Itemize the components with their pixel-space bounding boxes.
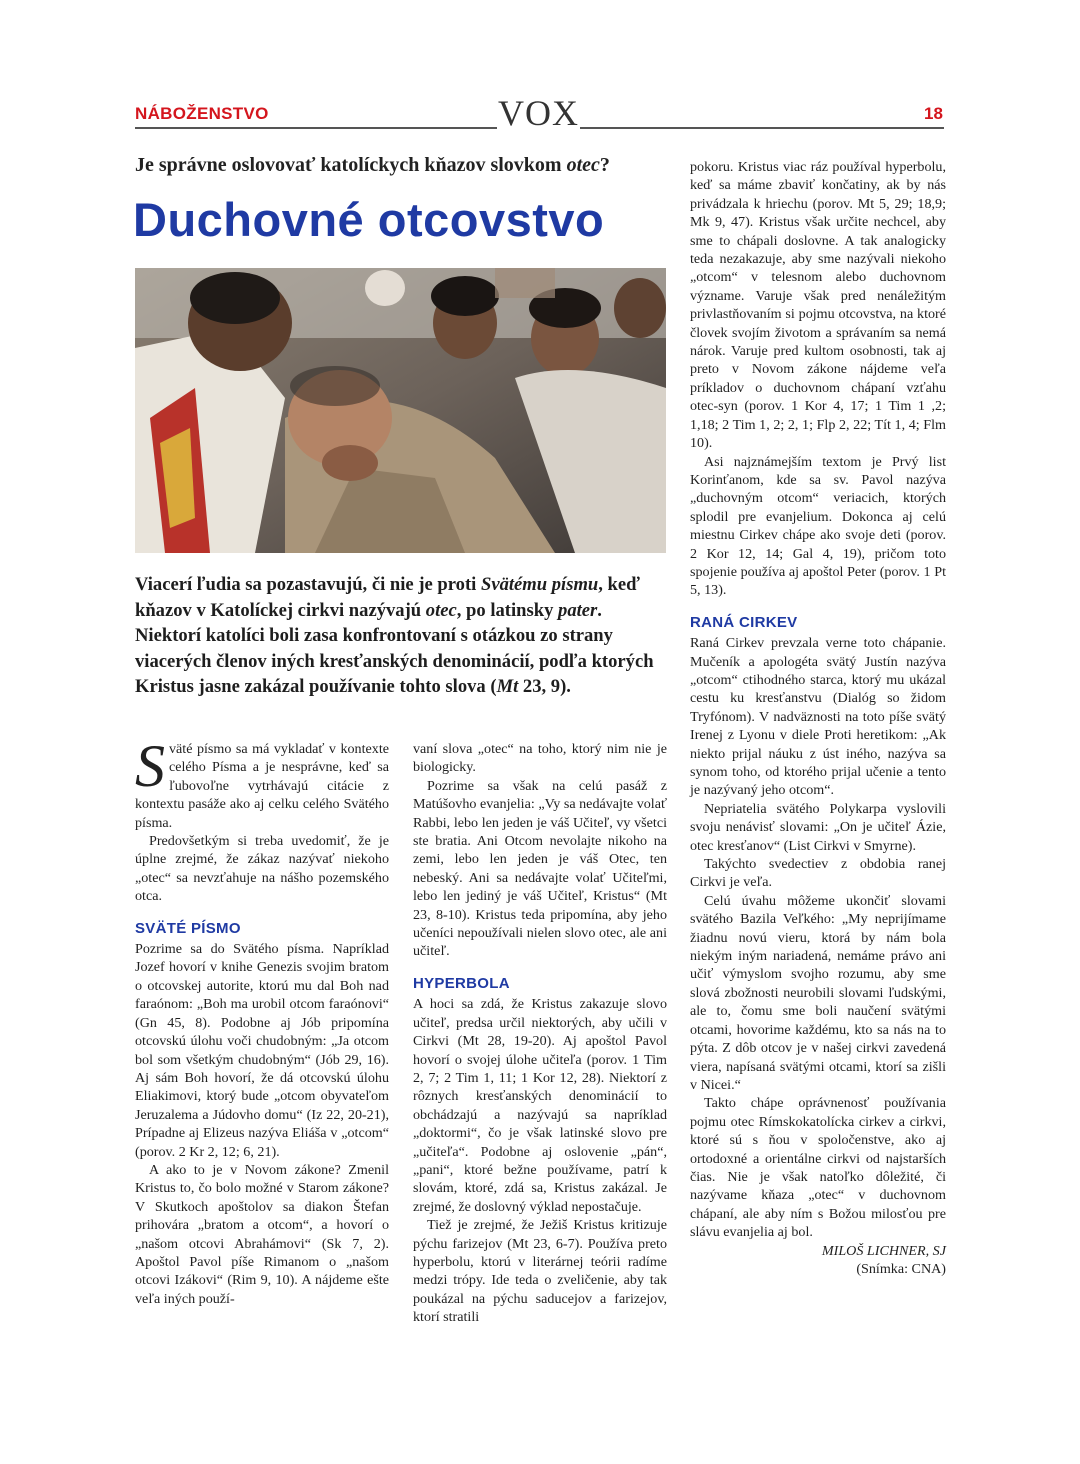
masthead-logo: VOX bbox=[498, 93, 579, 133]
paragraph: Tiež je zrejmé, že Ježiš Kristus kritizuje pýchu farizejov (Mt 23, 6-7). Používa preto hyperbolu, ktorú v literárnej teórii radíme medzi trópy. Ide teda o zveličenie, aby tak poukázal na pýchu saducejov a farizejov, ktorí stratili bbox=[413, 1217, 667, 1326]
photo-credit: (Snímka: CNA) bbox=[856, 1260, 946, 1277]
paragraph: A hoci sa zdá, že Kristus zakazuje slovo učiteľ, predsa určil niektorých, aby učili v Cirkvi (Mt 28, 19-20). Aj apoštol Pavol hovorí o svojej úlohe učiteľa (porov. 1 Tim 2, 7; 2 Tim 1, 11; 1 Kor 12, 28). Niektorí z rôznych kresťanských denominácií to obchádzajú a nazývajú sa napríklad „doktormi“, čo je však latinské slovo pre „učiteľa“. Podobne aj oslovenie „pán“, „pani“, ktoré bežne používame, patrí k slovám, ktoré, zdá sa, Kristus zakázal. Je zrejmé, že doslovný výklad nepostačuje. bbox=[413, 996, 667, 1215]
paragraph: Raná Cirkev prevzala verne toto chápanie. Mučeník a apologéta svätý Justín nazýva „otcom“ ctihodného starca, ktorý mu ukázal cestu ku kresťanstvu (Dialóg so židom Tryfónom). V nadväznosti na toto píše svätý Irenej z Lyonu v diele Proti heretikom: „Ak niekto prijal náuku z úst iného, nazýva sa synom toho, od ktorého prijal učenie a tento je nazývaný jeho otcom“. bbox=[690, 635, 946, 799]
lead-paragraph: Viacerí ľudia sa pozastavujú, či nie je proti Svätému písmu, keď kňazov v Katolíckej cirkvi nazývajú otec, po latinsky pater. Niektorí katolíci boli zasa konfrontovaní s otázkou zo strany viacerých členov iných kresťanských denominácií, podľa ktorých Kristus jasne zakázal používanie tohto slova (Mt 23, 9). bbox=[135, 574, 654, 697]
paragraph: Celú úvahu môžeme ukončiť slovami svätého Bazila Veľkého: „My neprijímame žiadnu novú vieru, ktorá by nám bola niekým iným nariadená, nemáme právo ani učiť výmyslom svojho rozumu, aby sme slová zbožnosti neurobili slovami ľudskými, ale to, čomu sme boli naučení svätými otcami, hovorime každému, kto sa nás na to pýta. Z dôb otcov je v našej cirkvi zavedená viera, napísaná svätými otcami, ktorí sa zišli v Nicei.“ bbox=[690, 892, 946, 1093]
article-column-1 bbox=[135, 733, 389, 1308]
article-column-3 bbox=[690, 158, 946, 1278]
paragraph: Pozrime sa do Svätého písma. Napríklad Jozef hovorí v knihe Genezis svojim bratom o otcovskej autorite, ktorú mu dal Boh nad faraónom: „Boh ma urobil otcom faraónovi“ (Gn 45, 8). Podobne aj Jób pripomína otcovskú úlohu voči chudobným: „Ja otcom bol som všetkým chudobným“ (Jób 29, 16). Aj sám Boh hovorí, že dá otcovskú úlohu Eliakimovi, ktorý bude „otcom obyvateľom Jeruzalema a Júdovho domu“ (Iz 22, 20-21), Prípadne aj Elizeus nazýva Eliáša v „otcom“ (porov. 2 Kr 2, 12; 6, 21). bbox=[135, 941, 389, 1160]
paragraph: pokoru. Kristus viac ráz používal hyperbolu, keď sa máme zbaviť končatiny, ak by nás privádzala k hriechu (porov. Mt 5, 29; 18,9; Mk 9, 47). Kristus však určite nechcel, aby sme to chápali doslovne. A tak analogicky teda nezakazuje, aby sme nazývali niekoho „otcom“ v telesnom alebo duchovnom význame. Varuje však pred nenáležitým privlastňovaním si pojmu otcovstva, na ktoré človek svojím životom a správaním sa nemá nárok. Varuje pred kultom osobnosti, tak aj preto v Novom zákone nájdeme veľa príkladov o duchovnom chápaní vzťahu otec-syn (porov. 1 Kor 4, 17; 1 Tim 1 ,2; 1,18; 2 Tim 1, 2; 2, 1; Flp 2, 22; Tít 1, 4; Flm 10). bbox=[690, 159, 946, 452]
paragraph: Asi najznámejším textom je Prvý list Korinťanom, kde sa sv. Pavol nazýva „duchovným otcom“ veriacich, ktorých splodil pre evanjelium. Dokonca aj celú miestnu Cirkev chápe ako svoje deti (porov. 2 Kor 12, 14; Gal 4, 19), pričom toto spojenie používa aj apoštol Peter (porov. 1 Pt 5, 13). bbox=[690, 453, 946, 599]
paragraph: A ako to je v Novom zákone? Zmenil Kristus to, čo bolo možné v Starom zákone? V Skutkoch apoštolov sa diakon Štefan prihovára „bratom a otcom“, a hovorí o „našom otcovi Abrahámovi“ (Sk 7, 2). Apoštol Pavol píše Rimanom o „našom otcovi Izákovi“ (Rim 9, 10). A nájdeme ešte veľa iných použí- bbox=[135, 1161, 389, 1307]
headline: Duchovné otcovstvo bbox=[133, 193, 605, 246]
page-number: 18 bbox=[924, 104, 943, 123]
subheading: RANÁ CIRKEV bbox=[690, 613, 798, 631]
article-column-2 bbox=[413, 740, 667, 1327]
subheading: SVÄTÉ PÍSMO bbox=[135, 919, 241, 937]
paragraph: Nepriatelia svätého Polykarpa vyslovili svoju nenávisť slovami: „On je učiteľ Ázie, otec kresťanov“ (List Cirkvi v Smyrne). bbox=[690, 800, 946, 854]
header-rule-right bbox=[580, 127, 944, 129]
kicker: Je správne oslovovať katolíckych kňazov slovkom otec? bbox=[135, 154, 610, 176]
paragraph: Pozrime sa však na celú pasáž z Matúšovho evanjelia: „Vy sa nedávajte volať Rabbi, lebo len jeden je váš Učiteľ, vy všetci ste bratia. Ani Otcom nevolajte nikoho na zemi, lebo len jeden je váš Otec, ten nebeský. Ani sa nedávajte volať Učiteľmi, lebo len jediný je váš Učiteľ, Kristus“ (Mt 23, 8-10). Kristus teda pripomína, aby jeho učeníci nepoužívali nielen slovo otec, ale ani učiteľ. bbox=[413, 777, 667, 960]
subheading: HYPERBOLA bbox=[413, 974, 510, 992]
paragraph: Predovšetkým si treba uvedomiť, že je úplne zrejmé, že zákaz nazývať niekoho „otec“ sa nevzťahuje na nášho pozemského otca. bbox=[135, 833, 389, 905]
paragraph: Takto chápe oprávnenosť používania pojmu otec Rímskokatolícka cirkev a cirkvi, ktoré sú s ňou v spoločenstve, ako aj ortodoxné a orientálne cirkvi od najstarších čias. Nie je však natoľko dôležité, či nazývame kňaza „otec“ v duchovnom chápaní, ale aby ním s Božou milosťou pre slávu evanjelia aj bol. bbox=[690, 1095, 946, 1241]
paragraph: vaní slova „otec“ na toho, ktorý nim nie je biologicky. bbox=[413, 741, 667, 776]
article-photo bbox=[135, 268, 666, 553]
paragraph: Takýchto svedectiev z obdobia ranej Cirkvi je veľa. bbox=[690, 856, 946, 891]
paragraph: Sväté písmo sa má vykladať v kontexte celého Písma a je nesprávne, keď sa ľubovoľne vytrhávajú citácie z kontextu pasáže ako aj celku celého Svätého písma. bbox=[135, 733, 389, 831]
section-label: NÁBOŽENSTVO bbox=[135, 104, 269, 123]
author-signature: MILOŠ LICHNER, SJ bbox=[821, 1242, 946, 1259]
drop-cap: S bbox=[135, 733, 165, 799]
header-rule-left bbox=[135, 127, 497, 129]
